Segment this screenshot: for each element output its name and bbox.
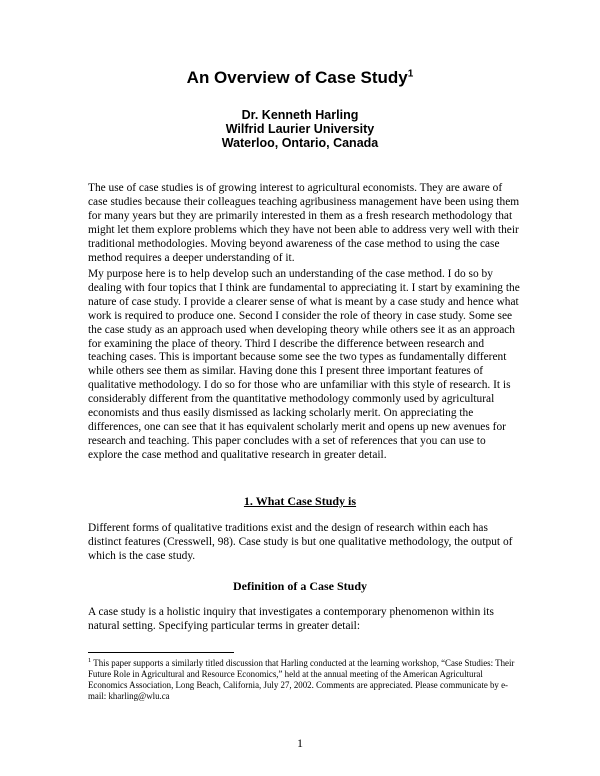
page-title [0,68,600,88]
page-number: 1 [297,736,303,750]
title-footnote-mark[interactable]: 1 [407,68,414,80]
footnote [88,658,522,702]
author-location: Waterloo, Ontario, Canada [221,136,379,150]
footnote-mark: 1 [88,657,92,665]
intro-paragraph: The use of case studies is of growing interest to agricultural economists. They are aware of case studies because their colleagues teaching agribusiness management have been using them for many years but they are primarily interested in them as a fresh research methodology that might let them explore problems which they have not been able to address very well with their traditional methodologies. Moving beyond awareness of the case method to using the case method requires a deeper understanding of it. [88,182,520,264]
footnote-text: This paper supports a similarly titled discussion that Harling conducted at the learning workshop, “Case Studies: Their Future Role in Agricultural and Resource Economics,” held at the annual meeting of the American Agricultural Economics Association, Long Beach, California, July 27, 2002. Comments are appreciated. Please communicate by e-mail: kharling@wlu.ca [88,658,515,702]
definition-paragraph: A case study is a holistic inquiry that investigates a contemporary phenomenon within its natural setting. Specifying particular terms in greater detail: [88,606,494,632]
author-name: Dr. Kenneth Harling [241,108,359,122]
section1-paragraph: Different forms of qualitative traditions exist and the design of research within each has distinct features (Cresswell, 98). Case study is but one qualitative methodology, the output of which is the case study. [88,522,513,562]
author-institution: Wilfrid Laurier University [225,122,375,136]
title-text: An Overview of Case Study [186,68,408,87]
section-heading-what-case-study-is: 1. What Case Study is [243,494,357,508]
subheading-definition: Definition of a Case Study [232,579,367,593]
purpose-paragraph: My purpose here is to help develop such an understanding of the case method. I do so by dealing with four topics that I think are fundamental to appreciating it. I start by examining the nature of case study. I provide a clearer sense of what is meant by a case study and hence what work is required to produce one. Second I consider the role of theory in case study. Some see the case study as an approach used when developing theory while others see it as an approach for examining the place of theory. Third I describe the difference between research and teaching cases. This is important because some see the two types as fundamentally different while others see them as similar. Having done this I present three important features of qualitative methodology. I do so for those who are unfamiliar with this style of research. It is considerably different from the quantitative methodology commonly used by agricultural economists and thus easily dismissed as lacking scholarly merit. On appreciating the differences, one can see that it has equivalent scholarly merit and opens up new avenues for research and teaching. This paper concludes with a set of references that you can use to explore the case method and qualitative research in greater detail. [88,268,520,461]
footnote-divider [88,652,234,653]
